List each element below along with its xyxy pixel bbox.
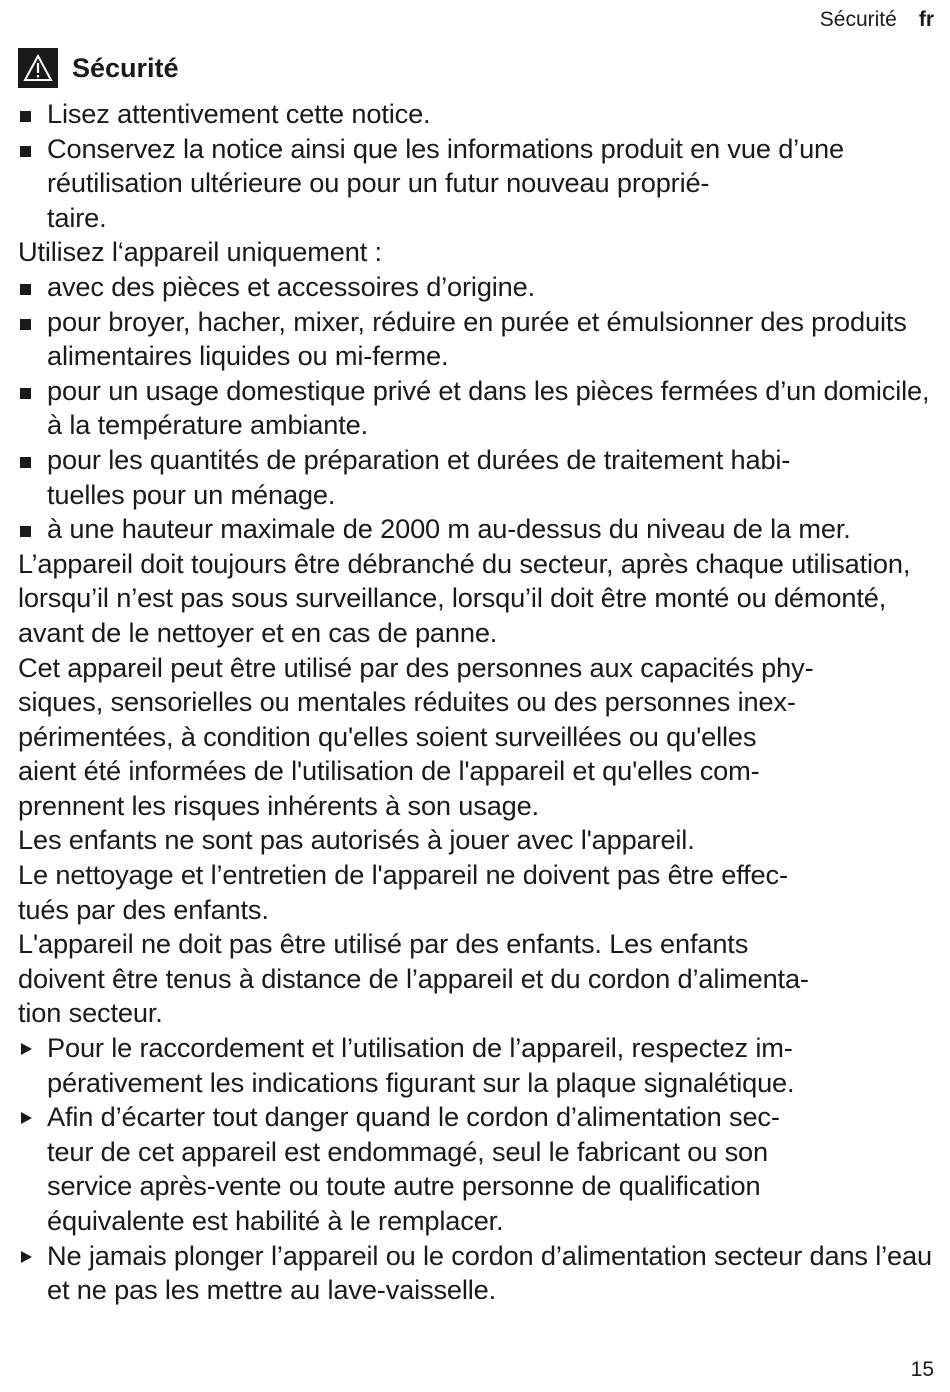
list-item xyxy=(18,97,936,132)
instruction-text: Pour le raccordement et l’utilisation de l’appareil, respectez im- pérativement les indications figurant sur la plaque signalétique. xyxy=(47,1032,795,1098)
bullet-text: à une hauteur maximale de 2000 m au-dessus du niveau de la mer. xyxy=(47,513,851,545)
arrow-right-icon xyxy=(18,1239,42,1274)
instruction-item xyxy=(18,1100,936,1238)
list-item xyxy=(18,374,936,443)
section-title-row xyxy=(18,48,179,88)
bullet-text: Lisez attentivement cette notice. xyxy=(47,98,431,129)
bullet-square-icon xyxy=(18,305,42,340)
instruction-text: Afin d’écarter tout danger quand le cordon d’alimentation sec- teur de cet appareil est endommagé, seul le fabricant ou son service après-vente ou toute autre personne de qualification équivalente est habilité à le remplacer. xyxy=(47,1101,780,1236)
usage-intro: Utilisez l‘appareil uniquement : xyxy=(18,236,382,268)
list-item xyxy=(18,512,936,547)
bullet-square-icon xyxy=(18,270,42,305)
header-section: Sécurité xyxy=(819,8,897,31)
paragraph: Les enfants ne sont pas autorisés à jouer avec l'appareil. xyxy=(18,824,695,856)
paragraph: Cet appareil peut être utilisé par des personnes aux capacités phy- siques, sensorielles ou mentales réduites ou des personnes inex- périmentées, à condition qu'elles soient surveillées ou qu'elles aient été informées de l'utilisation de l'appareil et qu'elles com- prennent les risques inhérents à son usage. xyxy=(18,651,814,821)
bullet-square-icon xyxy=(18,132,42,167)
bullet-text: avec des pièces et accessoires d’origine. xyxy=(47,270,536,302)
section-title: Sécurité xyxy=(72,52,179,83)
bullet-text: pour les quantités de préparation et durées de traitement habi- tuelles pour un ménage. xyxy=(47,443,791,510)
list-item xyxy=(18,443,936,512)
bullet-square-icon xyxy=(18,97,42,132)
instruction-text: Ne jamais plonger l’appareil ou le cordon d’alimentation secteur dans l’eau et ne pas les mettre au lave-vaisselle. xyxy=(47,1239,932,1306)
bullet-square-icon xyxy=(18,512,42,547)
bullet-square-icon xyxy=(18,443,42,478)
list-item xyxy=(18,132,936,236)
bullet-text: Conservez la notice ainsi que les informations produit en vue d’une réutilisation ultérieure ou pour un futur nouveau proprié- taire. xyxy=(47,132,844,233)
paragraph: L’appareil doit toujours être débranché du secteur, après chaque utilisation, lorsqu’il n’est pas sous surveillance, lorsqu’il doit être monté ou démonté, avant de le nettoyer et en cas de panne. xyxy=(18,547,911,648)
instruction-item xyxy=(18,1239,936,1308)
bullet-square-icon xyxy=(18,374,42,409)
bullet-text: pour broyer, hacher, mixer, réduire en purée et émulsionner des produits alimentaires liquides ou mi-ferme. xyxy=(47,305,907,372)
safety-content xyxy=(18,97,936,1308)
bullet-text: pour un usage domestique privé et dans les pièces fermées d’un domicile, à la température ambiante. xyxy=(47,374,930,441)
page-number: 15 xyxy=(910,1358,934,1381)
arrow-right-icon xyxy=(18,1031,42,1066)
paragraph: L'appareil ne doit pas être utilisé par des enfants. Les enfants doivent être tenus à distance de l’appareil et du cordon d’alimenta- tion secteur. xyxy=(18,928,809,1029)
list-item xyxy=(18,270,936,305)
list-item xyxy=(18,305,936,374)
arrow-right-icon xyxy=(18,1100,42,1135)
instruction-item xyxy=(18,1031,936,1100)
page-header xyxy=(820,8,934,32)
header-language: fr xyxy=(918,8,934,31)
warning-triangle-icon xyxy=(18,48,58,88)
paragraph: Le nettoyage et l’entretien de l'appareil ne doivent pas être effec- tués par des enfants. xyxy=(18,859,788,925)
